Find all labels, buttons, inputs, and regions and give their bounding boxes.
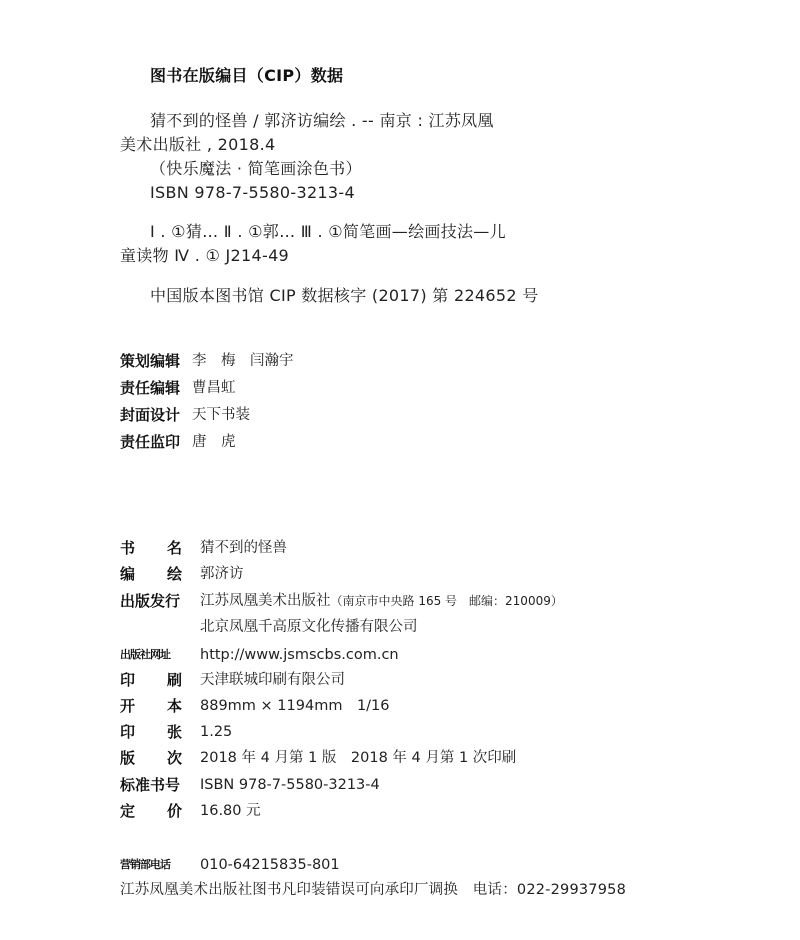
detail-value-co-publisher: 北京凤凰千高原文化传播有限公司 [200,619,418,635]
footer-notice: 江苏凤凰美术出版社图书凡印装错误可向承印厂调换 电话：022-29937958 [120,882,627,898]
detail-label-book-name [120,538,182,558]
detail-value-printer: 天津联城印刷有限公司 [200,672,345,688]
detail-label-char: 印 [120,723,136,741]
staff-value-planning-editor: 李 梅 闫瀚宇 [192,353,294,369]
cip-library-note: 中国版本图书馆 CIP 数据核字 (2017) 第 224652 号 [150,286,539,305]
detail-value-book-name: 猜不到的怪兽 [200,540,287,556]
cip-subject-line2: 童读物 Ⅳ . ① J214-49 [120,246,290,265]
detail-label-isbn: 标准书号 [120,776,181,794]
staff-label-cover-design: 封面设计 [120,406,181,424]
cip-series: （快乐魔法 · 简笔画涂色书） [150,159,362,178]
detail-label-char: 价 [166,802,182,820]
publisher-address: （南京市中央路 165 号 邮编：210009） [330,594,563,608]
detail-label-char: 刷 [166,671,182,689]
cip-entry-line1: 猜不到的怪兽 / 郭济访编绘 . -- 南京 : 江苏凤凰 [150,111,494,130]
detail-label-char: 名 [166,539,182,557]
detail-label-printer [120,670,182,690]
staff-label-print-supervisor: 责任监印 [120,433,181,451]
detail-label-char: 绘 [166,565,182,583]
cip-title: 图书在版编目（CIP）数据 [150,66,344,85]
detail-value-isbn: ISBN 978-7-5580-3213-4 [200,777,380,793]
detail-label-char: 印 [120,671,136,689]
detail-label-char: 张 [166,723,182,741]
detail-label-format [120,696,182,716]
detail-value-format: 889mm × 1194mm 1/16 [200,698,390,714]
detail-label-char: 编 [120,565,136,583]
detail-label-publisher: 出版发行 [120,592,181,610]
detail-value-author: 郭济访 [200,566,244,582]
staff-label-responsible-editor: 责任编辑 [120,379,181,397]
detail-label-char: 定 [120,802,136,820]
footer-sales-label: 营销部电话 [120,858,170,871]
detail-value-edition: 2018 年 4 月第 1 版 2018 年 4 月第 1 次印刷 [200,750,517,766]
cip-isbn: ISBN 978-7-5580-3213-4 [150,183,355,202]
cip-subject-line1: Ⅰ . ①猜… Ⅱ . ①郭… Ⅲ . ①简笔画—绘画技法—儿 [150,222,506,241]
detail-label-char: 次 [166,749,182,767]
detail-value-website: http://www.jsmscbs.com.cn [200,647,399,663]
detail-label-char: 版 [120,749,136,767]
detail-label-price [120,801,182,821]
cip-entry-line2: 美术出版社 , 2018.4 [120,135,276,154]
publisher-name: 江苏凤凰美术出版社 [200,593,331,609]
staff-label-planning-editor: 策划编辑 [120,352,181,370]
detail-value-sheets: 1.25 [200,724,233,740]
detail-label-char: 开 [120,697,136,715]
detail-label-author [120,564,182,584]
detail-value-publisher [200,591,563,611]
detail-label-website: 出版社网址 [120,648,170,661]
detail-value-price: 16.80 元 [200,803,261,819]
footer-sales-phone: 010-64215835-801 [200,857,340,873]
detail-label-edition [120,748,182,768]
detail-label-char: 书 [120,539,136,557]
staff-value-cover-design: 天下书装 [192,407,250,423]
staff-value-responsible-editor: 曹昌虹 [192,380,236,396]
staff-value-print-supervisor: 唐 虎 [192,434,236,450]
detail-label-sheets [120,722,182,742]
detail-label-char: 本 [166,697,182,715]
